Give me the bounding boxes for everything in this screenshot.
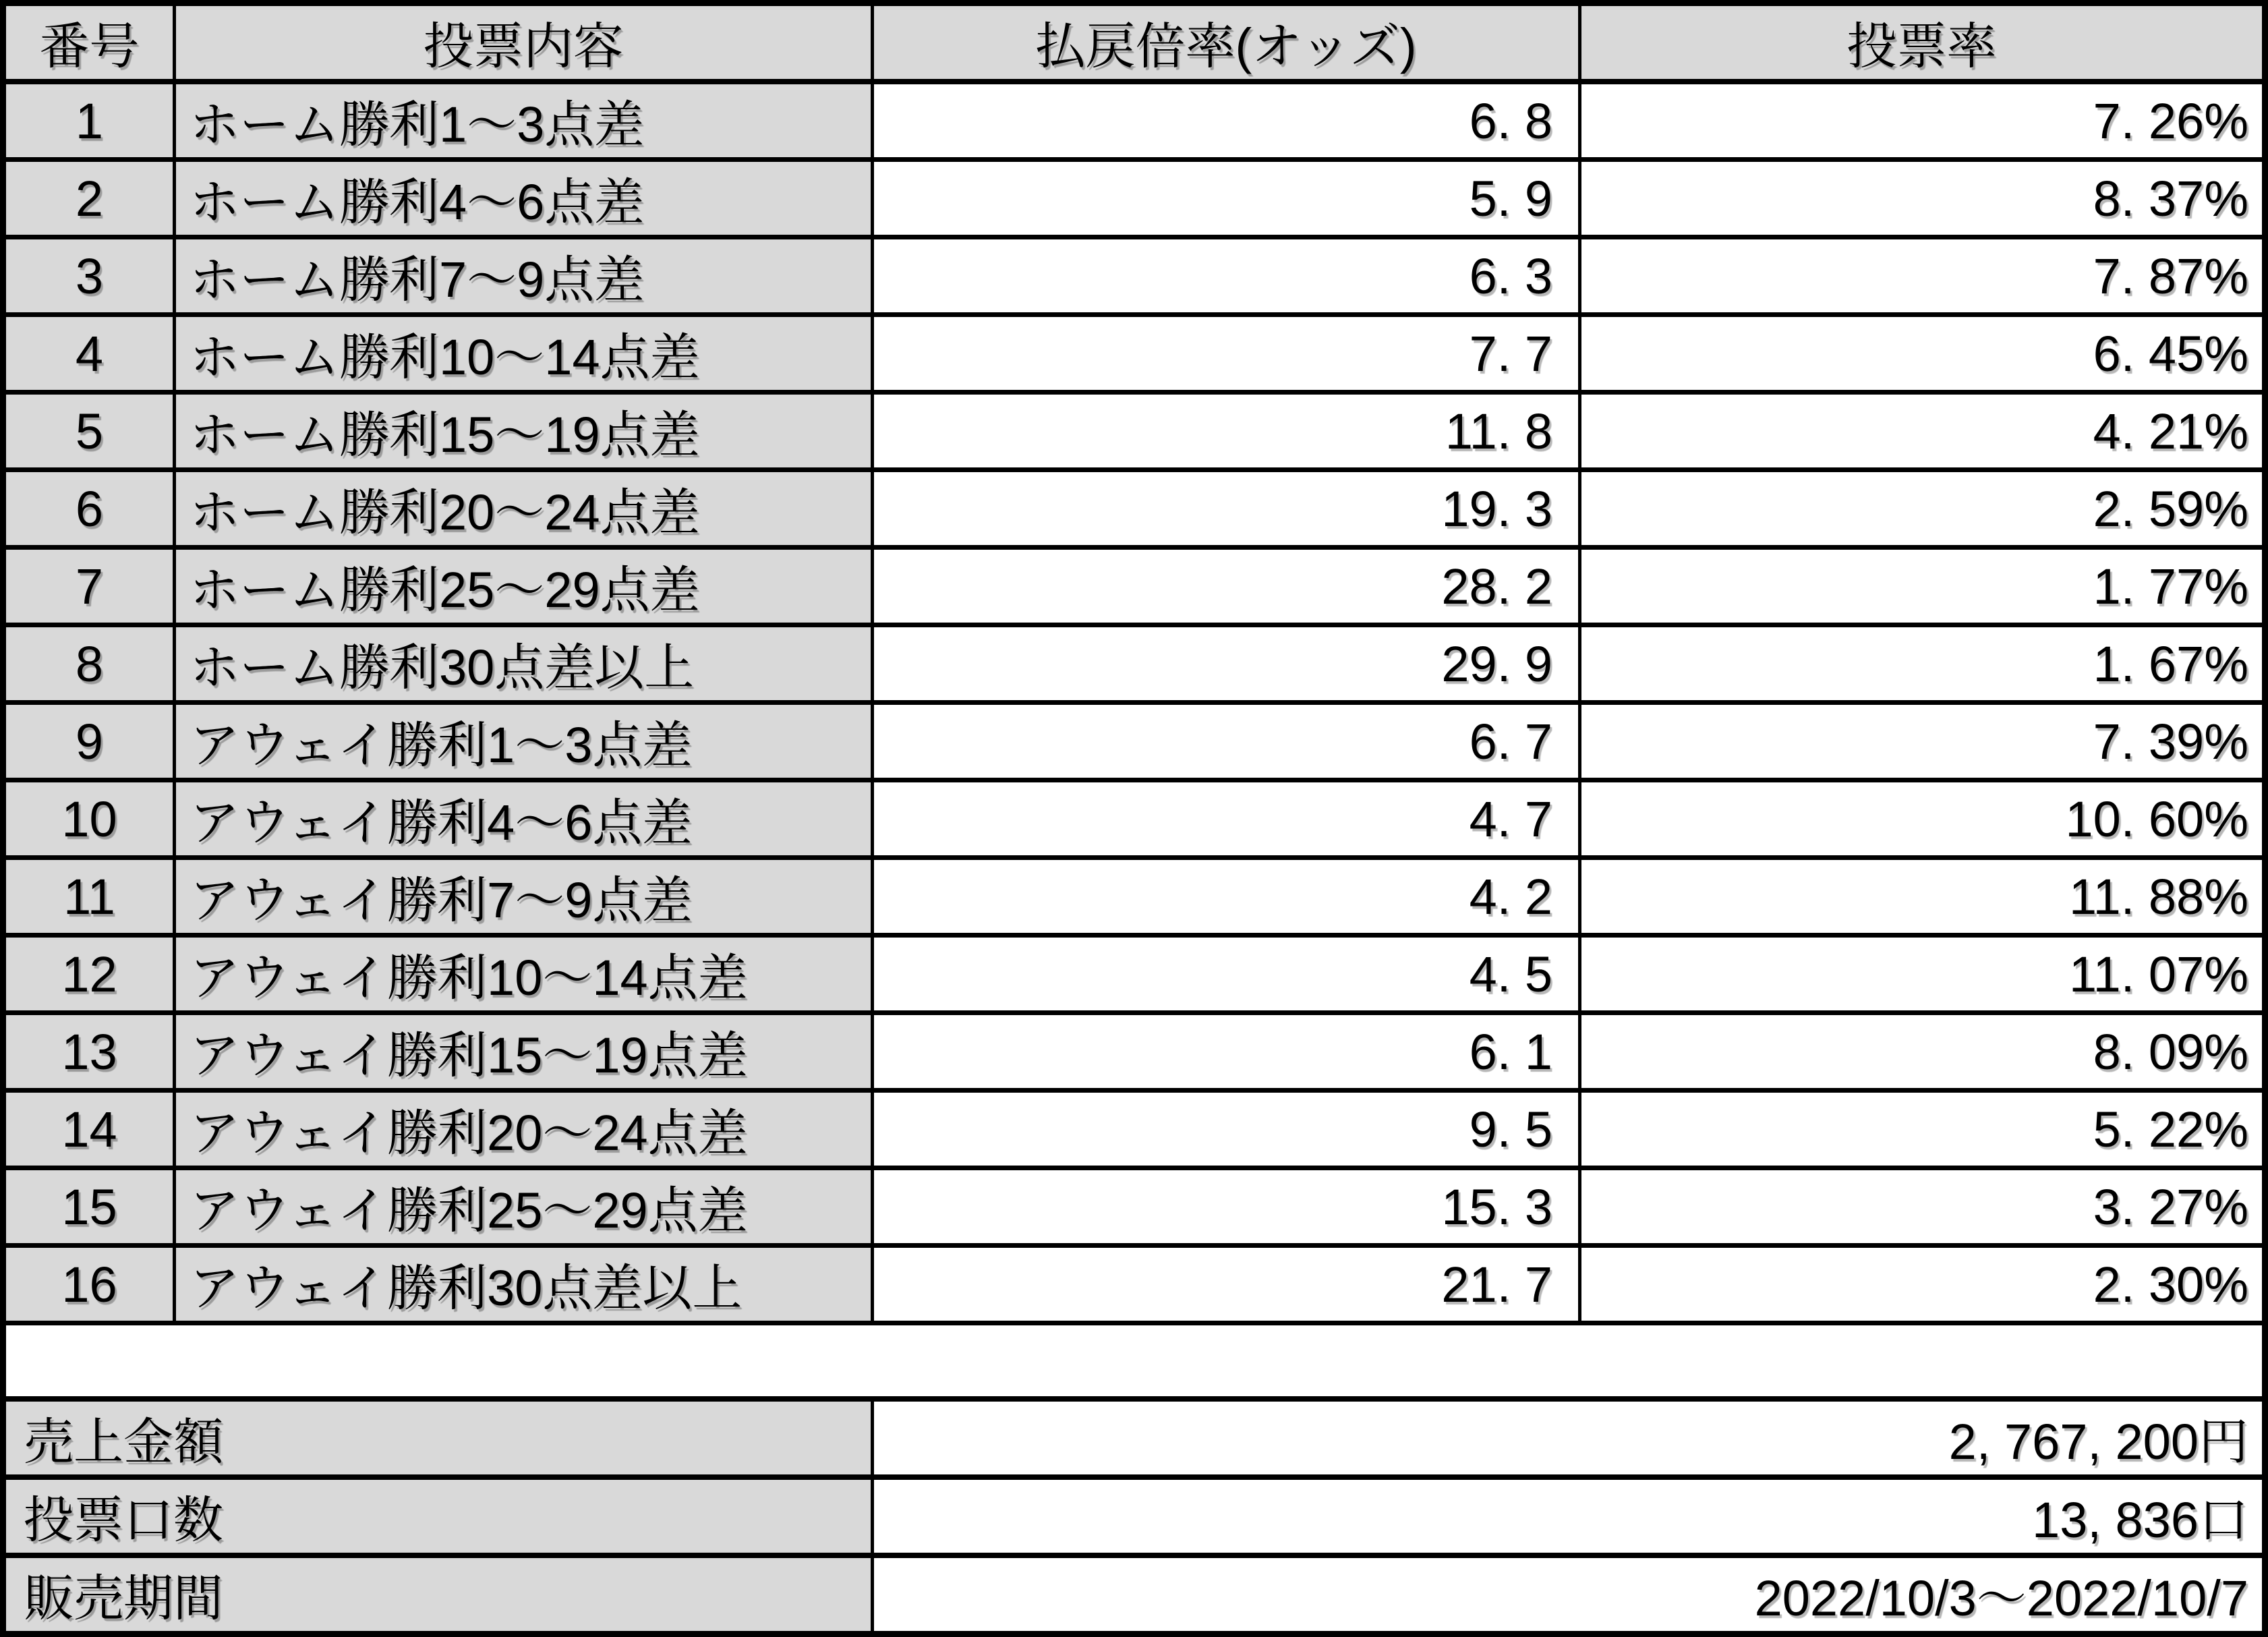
- row-rate-cell: 5. 22%: [1580, 1091, 2265, 1168]
- row-rate-cell: 3. 27%: [1580, 1168, 2265, 1246]
- row-content-cell: ホーム勝利30点差以上: [175, 625, 873, 703]
- table-row: [3, 1168, 2265, 1246]
- table-row: [3, 315, 2265, 393]
- row-content-cell: アウェイ勝利20～24点差: [175, 1091, 873, 1168]
- table-row: [3, 82, 2265, 160]
- row-content-cell: ホーム勝利20～24点差: [175, 470, 873, 548]
- spacer-row: [3, 1323, 2265, 1399]
- row-odds-cell: 28. 2: [873, 548, 1580, 625]
- row-content-cell: ホーム勝利7～9点差: [175, 237, 873, 315]
- row-rate-cell: 2. 30%: [1580, 1246, 2265, 1323]
- row-rate-cell: 1. 67%: [1580, 625, 2265, 703]
- row-rate-cell: 11. 07%: [1580, 936, 2265, 1013]
- row-number-cell: 14: [3, 1091, 175, 1168]
- row-content-cell: ホーム勝利25～29点差: [175, 548, 873, 625]
- row-number-cell: 9: [3, 703, 175, 780]
- summary-row: [3, 1399, 2265, 1477]
- table-row: [3, 858, 2265, 936]
- row-number-cell: 1: [3, 82, 175, 160]
- header-rate: 投票率: [1580, 3, 2265, 82]
- row-content-cell: ホーム勝利1～3点差: [175, 82, 873, 160]
- table-row: [3, 1091, 2265, 1168]
- table-row: [3, 160, 2265, 237]
- row-odds-cell: 15. 3: [873, 1168, 1580, 1246]
- row-rate-cell: 11. 88%: [1580, 858, 2265, 936]
- row-content-cell: アウェイ勝利10～14点差: [175, 936, 873, 1013]
- summary-value-cell: 2, 767, 200円: [873, 1399, 2265, 1477]
- row-number-cell: 7: [3, 548, 175, 625]
- table-row: [3, 237, 2265, 315]
- row-number-cell: 11: [3, 858, 175, 936]
- row-rate-cell: 7. 87%: [1580, 237, 2265, 315]
- header-odds: 払戻倍率(オッズ): [873, 3, 1580, 82]
- row-odds-cell: 6. 1: [873, 1013, 1580, 1091]
- row-number-cell: 10: [3, 780, 175, 858]
- row-odds-cell: 7. 7: [873, 315, 1580, 393]
- row-number-cell: 4: [3, 315, 175, 393]
- row-number-cell: 2: [3, 160, 175, 237]
- table-row: [3, 703, 2265, 780]
- row-rate-cell: 2. 59%: [1580, 470, 2265, 548]
- table-row: [3, 780, 2265, 858]
- row-odds-cell: 4. 2: [873, 858, 1580, 936]
- row-rate-cell: 6. 45%: [1580, 315, 2265, 393]
- row-content-cell: アウェイ勝利15～19点差: [175, 1013, 873, 1091]
- table-row: [3, 1246, 2265, 1323]
- row-content-cell: アウェイ勝利4～6点差: [175, 780, 873, 858]
- row-number-cell: 6: [3, 470, 175, 548]
- summary-value-cell: 2022/10/3～2022/10/7: [873, 1555, 2265, 1634]
- summary-label-cell: 販売期間: [3, 1555, 873, 1634]
- row-odds-cell: 4. 5: [873, 936, 1580, 1013]
- table-row: [3, 625, 2265, 703]
- row-content-cell: ホーム勝利15～19点差: [175, 393, 873, 470]
- row-odds-cell: 21. 7: [873, 1246, 1580, 1323]
- betting-rows: [3, 82, 2265, 1323]
- row-rate-cell: 7. 26%: [1580, 82, 2265, 160]
- row-rate-cell: 8. 09%: [1580, 1013, 2265, 1091]
- row-odds-cell: 6. 8: [873, 82, 1580, 160]
- summary-value-cell: 13, 836口: [873, 1477, 2265, 1555]
- spacer-cell: [3, 1323, 2265, 1399]
- row-number-cell: 16: [3, 1246, 175, 1323]
- row-odds-cell: 29. 9: [873, 625, 1580, 703]
- row-odds-cell: 6. 3: [873, 237, 1580, 315]
- row-rate-cell: 10. 60%: [1580, 780, 2265, 858]
- row-rate-cell: 4. 21%: [1580, 393, 2265, 470]
- summary-label-cell: 売上金額: [3, 1399, 873, 1477]
- row-odds-cell: 6. 7: [873, 703, 1580, 780]
- row-number-cell: 13: [3, 1013, 175, 1091]
- row-content-cell: アウェイ勝利7～9点差: [175, 858, 873, 936]
- row-content-cell: アウェイ勝利25～29点差: [175, 1168, 873, 1246]
- header-content: 投票内容: [175, 3, 873, 82]
- table-row: [3, 548, 2265, 625]
- row-odds-cell: 11. 8: [873, 393, 1580, 470]
- row-odds-cell: 19. 3: [873, 470, 1580, 548]
- row-number-cell: 8: [3, 625, 175, 703]
- row-content-cell: ホーム勝利10～14点差: [175, 315, 873, 393]
- header-row: [3, 3, 2265, 82]
- row-content-cell: アウェイ勝利1～3点差: [175, 703, 873, 780]
- row-number-cell: 5: [3, 393, 175, 470]
- table-row: [3, 936, 2265, 1013]
- summary-label-cell: 投票口数: [3, 1477, 873, 1555]
- summary-rows: [3, 1399, 2265, 1634]
- row-odds-cell: 4. 7: [873, 780, 1580, 858]
- header-number: 番号: [3, 3, 175, 82]
- table-row: [3, 393, 2265, 470]
- row-number-cell: 12: [3, 936, 175, 1013]
- row-content-cell: ホーム勝利4～6点差: [175, 160, 873, 237]
- row-odds-cell: 5. 9: [873, 160, 1580, 237]
- table-row: [3, 470, 2265, 548]
- row-rate-cell: 1. 77%: [1580, 548, 2265, 625]
- row-number-cell: 15: [3, 1168, 175, 1246]
- summary-row: [3, 1555, 2265, 1634]
- row-odds-cell: 9. 5: [873, 1091, 1580, 1168]
- row-rate-cell: 8. 37%: [1580, 160, 2265, 237]
- row-number-cell: 3: [3, 237, 175, 315]
- summary-row: [3, 1477, 2265, 1555]
- row-content-cell: アウェイ勝利30点差以上: [175, 1246, 873, 1323]
- row-rate-cell: 7. 39%: [1580, 703, 2265, 780]
- table-row: [3, 1013, 2265, 1091]
